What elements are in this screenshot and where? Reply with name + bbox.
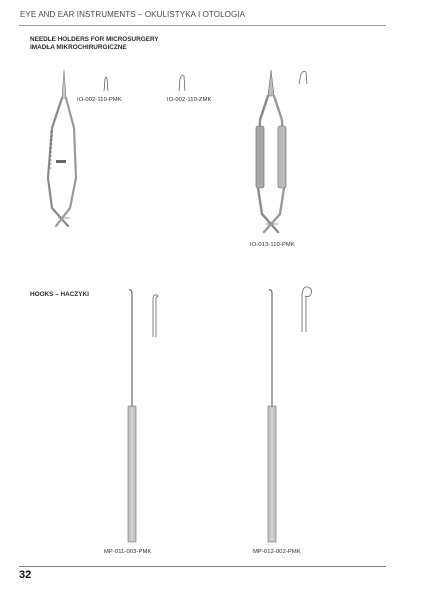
hooks-title: HOOKS – HACZYKI [30, 291, 89, 298]
hook-single-image [124, 288, 140, 544]
footer-divider [19, 566, 386, 567]
product-code-io-002-110-zmk: IO-002-110-ZMK [167, 97, 212, 103]
needle-holder-round-handle-image [248, 68, 294, 240]
hook-double-detail-image [298, 284, 316, 332]
tip-detail-curved-image [178, 74, 186, 91]
product-code-mp-012-002-pmk: MP-012-002-PMK [253, 549, 301, 555]
hook-single-detail-image [149, 293, 161, 337]
needle-holders-title-pl: IMADŁA MIKROCHIRURGICZNE [30, 44, 127, 51]
product-code-io-013-110-pmk: IO-013-110-PMK [250, 242, 295, 248]
tip-detail-straight-image [103, 75, 109, 91]
page-number: 32 [19, 569, 32, 581]
needle-holders-title-en: NEEDLE HOLDERS FOR MICROSURGERY [30, 36, 159, 43]
needle-holder-straight-image [38, 68, 90, 236]
product-code-mp-011-003-pmk: MP-011-003-PMK [104, 549, 152, 555]
hook-double-image [264, 288, 280, 544]
tip-detail-round-handle-image [298, 70, 308, 84]
page-header-title: EYE AND EAR INSTRUMENTS – OKULISTYKA I OTOLOGIA [20, 10, 246, 19]
product-code-io-002-110-pmk: IO-002-110-PMK [77, 97, 122, 103]
header-divider [19, 25, 386, 26]
